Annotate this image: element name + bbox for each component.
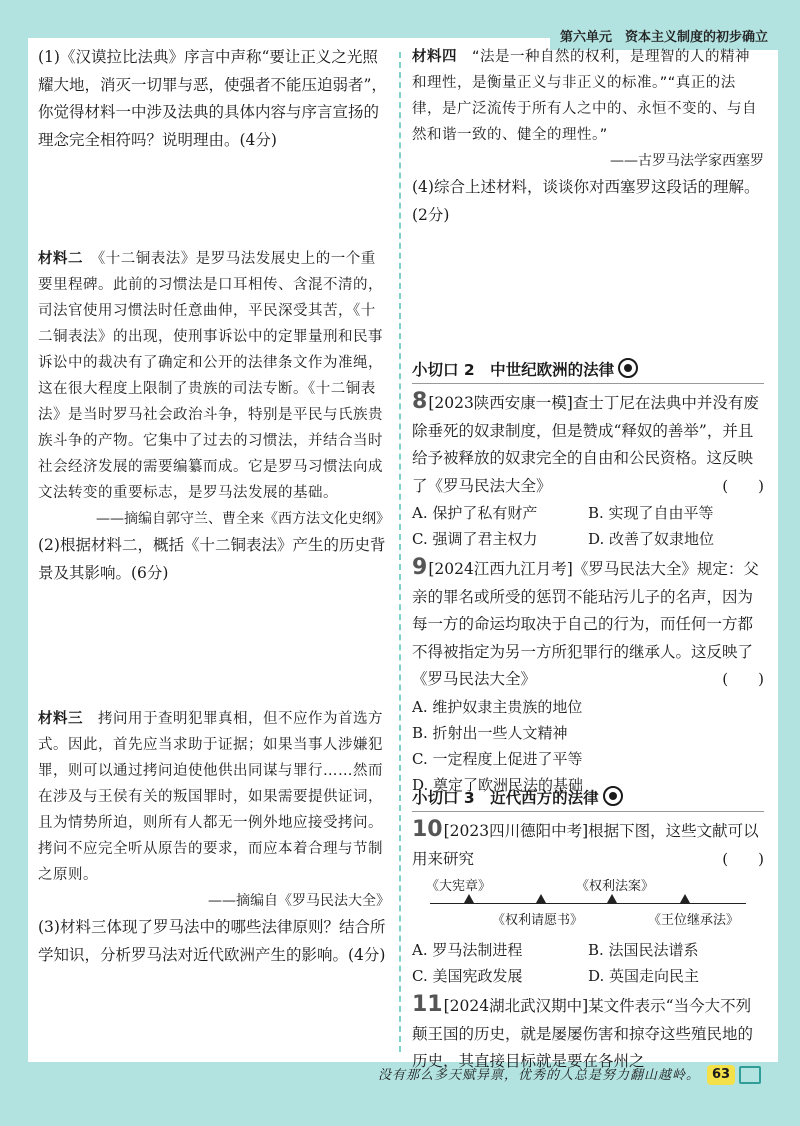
- timeline-marker: [607, 894, 617, 903]
- section-2-heading: [412, 356, 764, 384]
- question-11: [412, 991, 764, 1076]
- question-4: (4)综合上述材料，谈谈你对西塞罗这段话的理解。(2分): [412, 178, 760, 224]
- section-3-title: 小切口 3 近代西方的法律: [412, 789, 599, 807]
- question-10: [412, 816, 764, 873]
- answer-blank: ( ): [722, 849, 764, 868]
- material-2-source: ——摘编自郭守兰、曹全来《西方法文化史纲》: [96, 511, 390, 527]
- section-2: [412, 356, 764, 798]
- timeline-label: 《大宪章》: [426, 879, 492, 894]
- option-a[interactable]: A. 保护了私有财产: [412, 504, 538, 522]
- timeline-marker: [464, 894, 474, 903]
- question-8-number: 8: [412, 389, 428, 414]
- target-icon: [618, 358, 638, 378]
- material-4-label: 材料四: [412, 49, 457, 65]
- question-9: [412, 554, 764, 694]
- question-8-options: [412, 500, 764, 526]
- unit-header: 第六单元 资本主义制度的初步确立: [550, 26, 778, 50]
- section-3-heading: [412, 784, 764, 812]
- question-8-text: [2023陕西安康一模]查士丁尼在法典中并没有废除垂死的奴隶制度，但是赞成“释奴的善举”，并且给予被释放的奴隶完全的自由和公民资格。这反映了《罗马民法大全》: [412, 394, 759, 495]
- question-10-options-2: [412, 963, 764, 989]
- timeline-marker: [536, 894, 546, 903]
- cart-icon: [739, 1066, 761, 1084]
- question-3: (3)材料三体现了罗马法中的哪些法律原则？结合所学知识，分析罗马法对近代欧洲产生的影响。(4分): [38, 918, 386, 964]
- option-d[interactable]: D. 奠定了欧洲民法的基础: [412, 775, 584, 794]
- answer-blank: ( ): [722, 670, 764, 688]
- question-10-number: 10: [412, 817, 443, 842]
- timeline-label: 《权利法案》: [576, 879, 655, 894]
- question-10-text: [2023四川德阳中考]根据下图，这些文献可以用来研究: [412, 822, 759, 868]
- timeline: [412, 875, 764, 935]
- question-2: (2)根据材料二，概括《十二铜表法》产生的历史背景及其影响。(6分): [38, 536, 386, 582]
- section-2-title: 小切口 2 中世纪欧洲的法律: [412, 361, 615, 379]
- left-column: [38, 44, 390, 154]
- timeline-axis: [430, 903, 746, 904]
- material-3: [38, 706, 390, 969]
- question-11-text: [2024湖北武汉期中]某文件表示“当今大不列颠王国的历史，就是屡屡伤害和掠夺这些殖民地的历史，其直接目标就是要在各州之: [412, 997, 754, 1070]
- material-2-label: 材料二: [38, 251, 83, 267]
- question-1: (1)《汉谟拉比法典》序言中声称“要让正义之光照耀大地，消灭一切罪与恶，使强者不能压迫弱者”，你觉得材料一中涉及法典的具体内容与序言宣扬的理念完全相符吗？说明理由。(4分): [38, 48, 387, 149]
- option-b[interactable]: B. 折射出一些人文精神: [412, 723, 568, 742]
- option-a[interactable]: A. 维护奴隶主贵族的地位: [412, 697, 583, 716]
- footer-motto: 没有那么多天赋异禀，优秀的人总是努力翻山越岭。: [377, 1068, 700, 1083]
- option-d[interactable]: D. 英国走向民主: [588, 967, 700, 985]
- material-2: [38, 246, 390, 587]
- question-10-options: [412, 937, 764, 963]
- option-d[interactable]: D. 改善了奴隶地位: [588, 530, 715, 548]
- question-11-number: 11: [412, 992, 443, 1017]
- timeline-label: 《王位继承法》: [648, 913, 740, 928]
- question-8-options-2: [412, 526, 764, 552]
- material-4-text: “法是一种自然的权利，是理智的人的精神和理性，是衡量正义与非正义的标准。”“真正的法律，是广泛流传于所有人之中的、永恒不变的、与自然和谐一致的、健全的理性。”: [412, 49, 757, 143]
- timeline-marker: [680, 894, 690, 903]
- option-c[interactable]: C. 美国宪政发展: [412, 967, 523, 985]
- question-9-text: [2024江西九江月考]《罗马民法大全》规定：父亲的罪名或所受的惩罚不能玷污儿子的名声，因为每一方的命运均取决于自己的行为，而任何一方都不得被指定为另一方所犯罪行的继承人。这反映了《罗马民法大全》: [412, 560, 759, 688]
- material-2-text: 《十二铜表法》是罗马法发展史上的一个重要里程碑。此前的习惯法是口耳相传、含混不清的，司法官使用习惯法时任意曲伸，平民深受其苦，《十二铜表法》的出现，使刑事诉讼中的定罪量刑和民事诉讼中的裁决有了确定和公开的法律条文作为准绳，这在很大程度上限制了贵族的司法专断。《十二铜表法》是当时罗马社会政治斗争，特别是平民与氏族贵族斗争的产物。它集中了过去的习惯法，并结合当时社会经济发展的需要编纂而成。它是罗马习惯法向成文法转变的重要标志，是罗马法发展的基础。: [38, 251, 383, 501]
- option-c[interactable]: C. 强调了君主权力: [412, 530, 538, 548]
- timeline-label: 《权利请愿书》: [492, 913, 584, 928]
- material-3-label: 材料三: [38, 711, 83, 727]
- option-b[interactable]: B. 实现了自由平等: [588, 504, 714, 522]
- question-8: [412, 388, 764, 500]
- material-4-source: ——古罗马法学家西塞罗: [610, 153, 764, 169]
- page-number: 63: [707, 1065, 735, 1085]
- column-divider: [399, 52, 401, 1052]
- material-4: [412, 44, 764, 229]
- section-3: [412, 784, 764, 1076]
- option-c[interactable]: C. 一定程度上促进了平等: [412, 749, 583, 768]
- target-icon: [603, 786, 623, 806]
- option-a[interactable]: A. 罗马法制进程: [412, 941, 523, 959]
- question-9-number: 9: [412, 555, 428, 580]
- answer-blank: ( ): [722, 476, 764, 495]
- material-3-source: ——摘编自《罗马民法大全》: [208, 893, 390, 909]
- material-3-text: 拷问用于查明犯罪真相，但不应作为首选方式。因此，首先应当求助于证据；如果当事人涉嫌犯罪，则可以通过拷问迫使他供出同谋与罪行……然而在涉及与王侯有关的叛国罪时，如果需要提供证词，且为情势所迫，则所有人都无一例外地应接受拷问。拷问不应完全听从原告的要求，而应本着合理与节制之原则。: [38, 711, 383, 883]
- option-b[interactable]: B. 法国民法谱系: [588, 941, 699, 959]
